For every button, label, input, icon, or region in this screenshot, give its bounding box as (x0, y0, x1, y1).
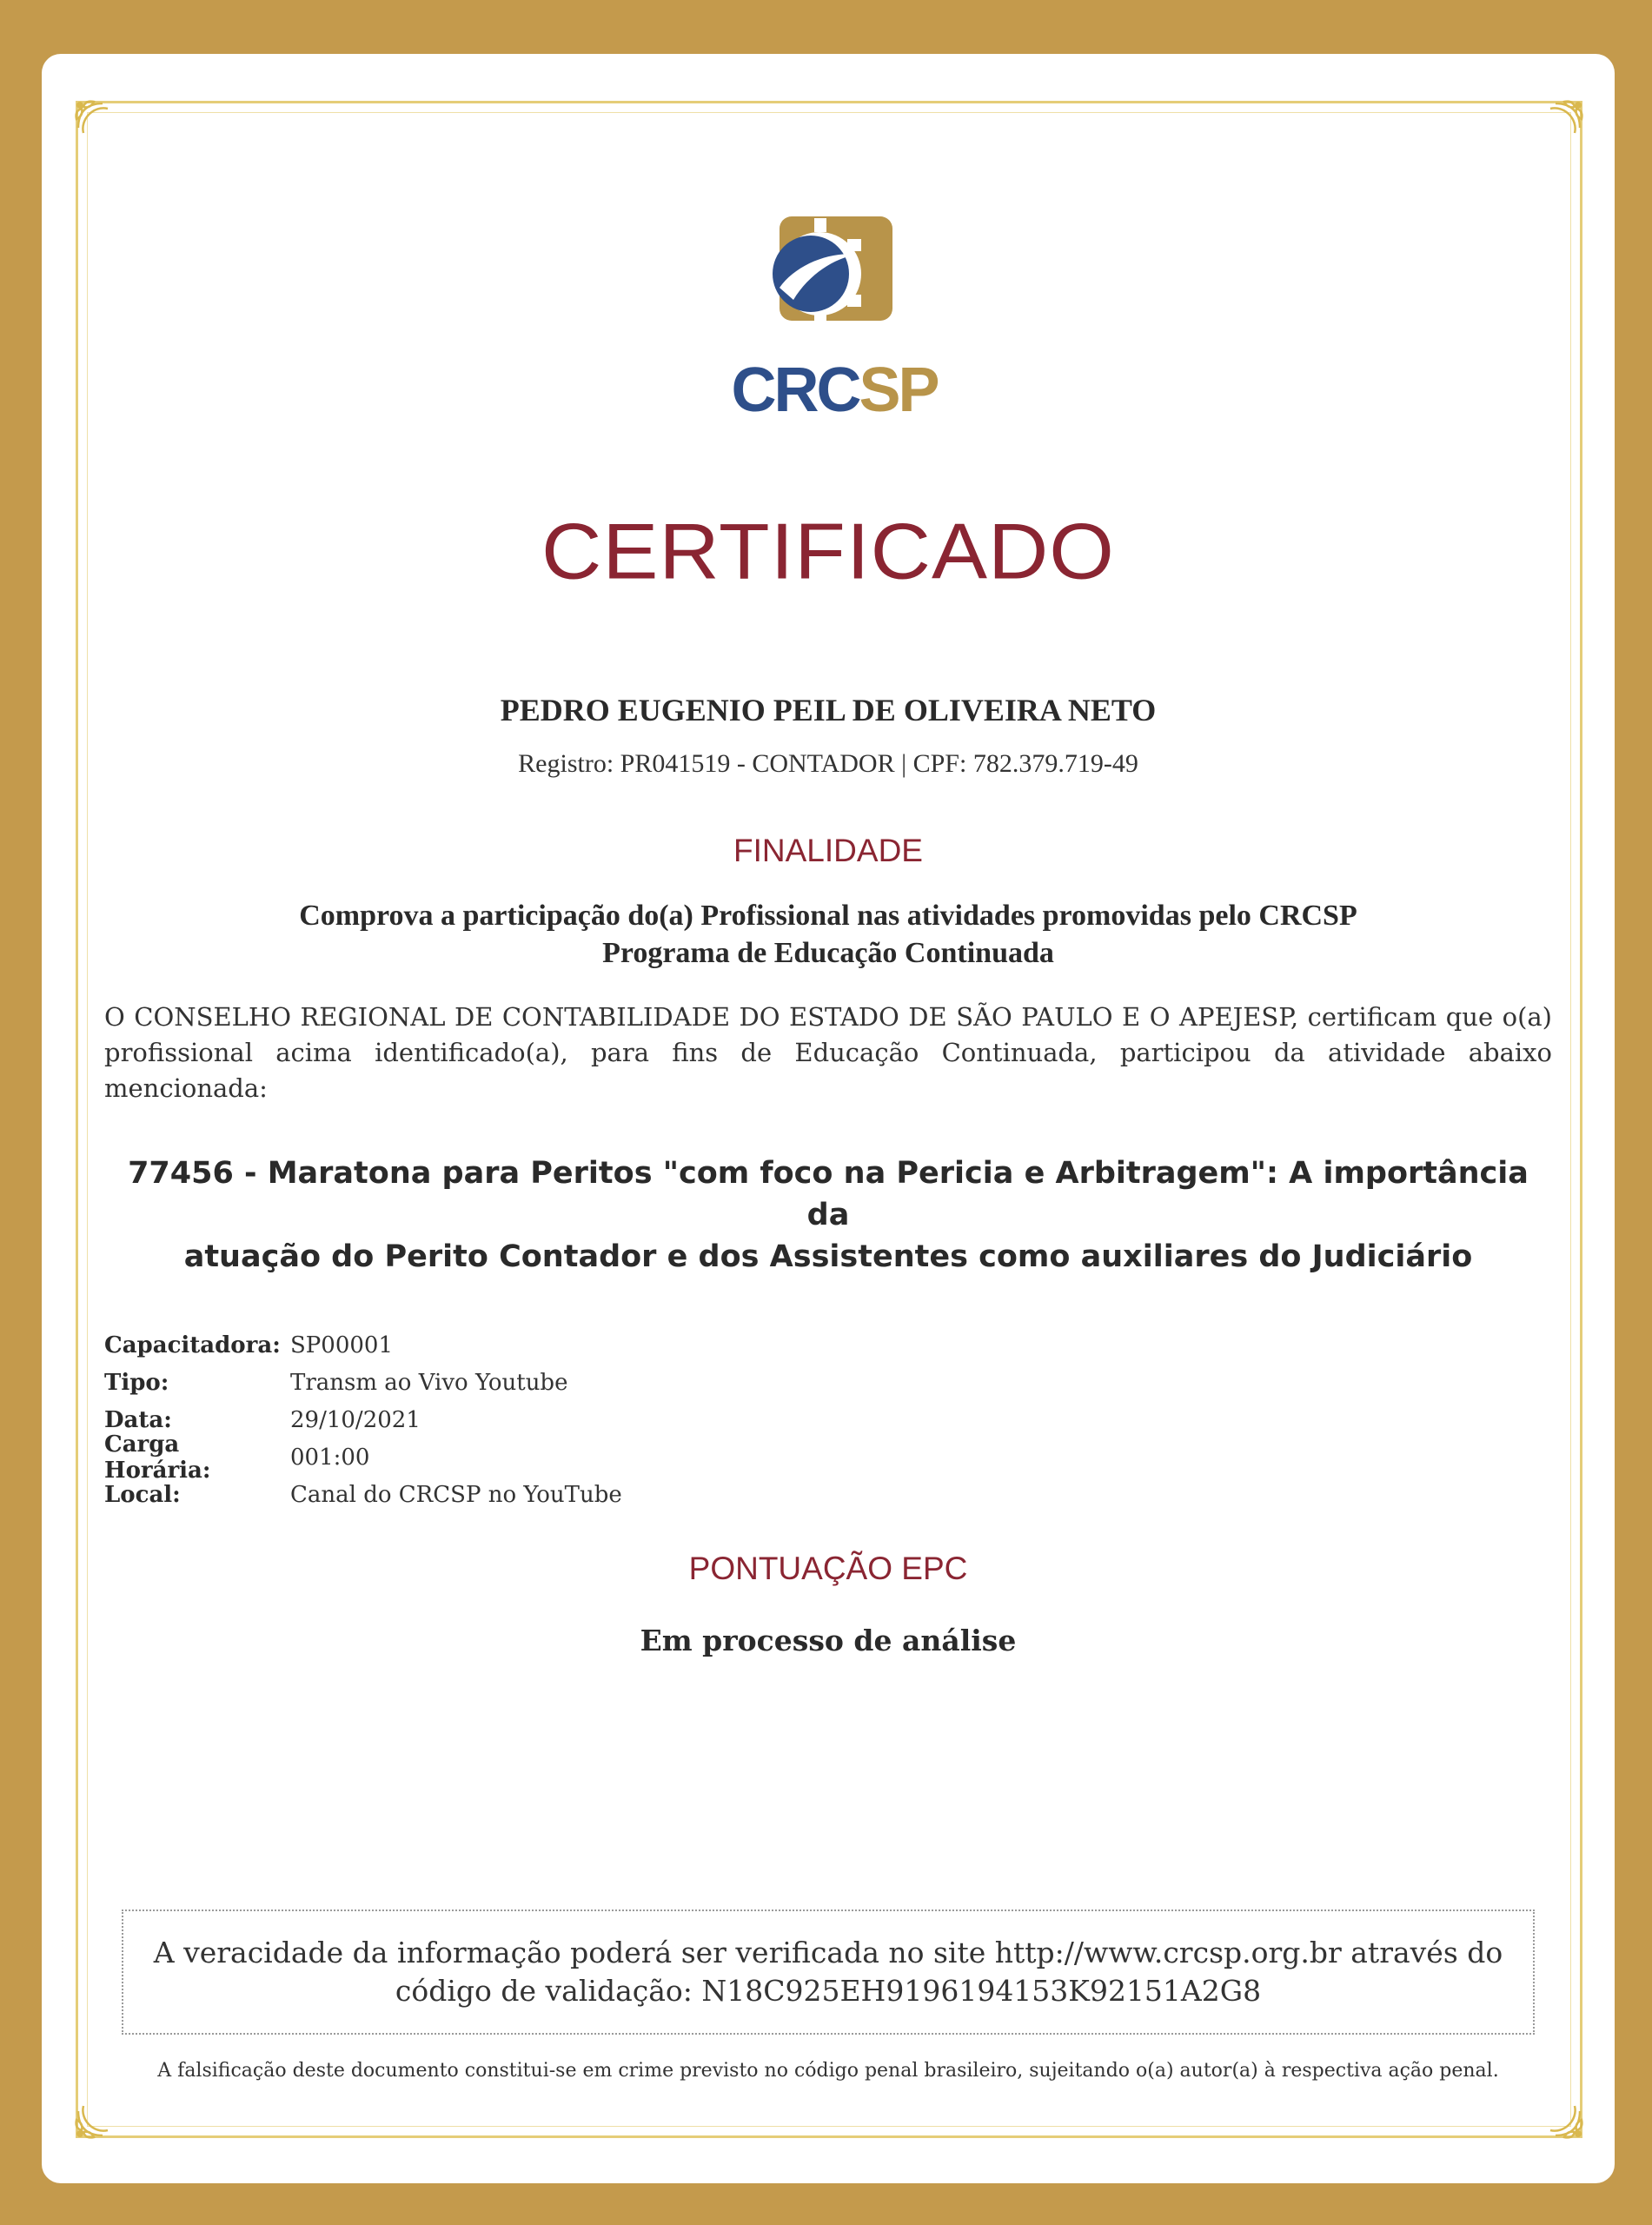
corner-ornament-icon (1529, 93, 1590, 154)
verification-box (122, 1910, 1535, 2035)
pontuacao-heading: PONTUAÇÃO EPC (688, 1551, 968, 1586)
forgery-warning: A falsificação deste documento constitui-se em crime previsto no código penal brasileiro, sujeitando o(a) autor(a) à respectiva ação penal. (157, 2060, 1499, 2082)
detail-row-capacitadora (104, 1326, 622, 1364)
detail-label: Tipo: (104, 1369, 169, 1396)
crcsp-logo (726, 213, 943, 430)
detail-value: Canal do CRCSP no YouTube (290, 1481, 622, 1508)
activity-title-line-1: 77456 - Maratona para Peritos "com foco na Pericia e Arbitragem": A importância da (128, 1156, 1529, 1232)
corner-ornament-icon (68, 93, 129, 154)
detail-row-tipo (104, 1364, 622, 1401)
recipient-registration: Registro: PR041519 - CONTADOR | CPF: 782.379.719-49 (518, 749, 1138, 778)
purpose-statement (42, 897, 1615, 972)
certificate-title: CERTIFICADO (541, 507, 1115, 596)
detail-value: Transm ao Vivo Youtube (290, 1369, 568, 1396)
activity-title (120, 1152, 1536, 1278)
detail-row-local (104, 1476, 622, 1513)
verification-line-1: A veracidade da informação poderá ser verificada no site http://www.crcsp.org.br através do (153, 1936, 1503, 1969)
detail-value: 001:00 (290, 1444, 370, 1471)
detail-label: Capacitadora: (104, 1332, 281, 1358)
detail-value: 29/10/2021 (290, 1406, 421, 1433)
detail-label: Local: (104, 1481, 181, 1508)
purpose-line-2: Programa de Educação Continuada (602, 937, 1054, 969)
purpose-line-1: Comprova a participação do(a) Profissional nas atividades promovidas pelo CRCSP (299, 900, 1357, 932)
verification-code-line: código de validação: N18C925EH9196194153K92151A2G8 (395, 1974, 1262, 2008)
pontuacao-status: Em processo de análise (640, 1624, 1017, 1657)
svg-text:CRCSP: CRCSP (731, 355, 938, 425)
certification-body: O CONSELHO REGIONAL DE CONTABILIDADE DO ESTADO DE SÃO PAULO E O APEJESP, certificam que o(a) profissional acima identificado(a), para fins de Educação Continuada, participou da atividade abaixo mencionada: (104, 1002, 1552, 1103)
finalidade-heading: FINALIDADE (733, 833, 923, 868)
detail-row-carga-horaria (104, 1431, 622, 1484)
detail-value: SP00001 (290, 1332, 394, 1358)
activity-title-line-2: atuação do Perito Contador e dos Assistentes como auxiliares do Judiciário (183, 1239, 1473, 1274)
recipient-name: PEDRO EUGENIO PEIL DE OLIVEIRA NETO (500, 693, 1157, 727)
corner-ornament-icon (68, 2085, 129, 2146)
corner-ornament-icon (1529, 2085, 1590, 2146)
detail-label: Data: (104, 1406, 172, 1433)
certificate-page (42, 54, 1615, 2183)
detail-label: Carga Horária: (104, 1431, 211, 1484)
activity-details (104, 1326, 622, 1513)
